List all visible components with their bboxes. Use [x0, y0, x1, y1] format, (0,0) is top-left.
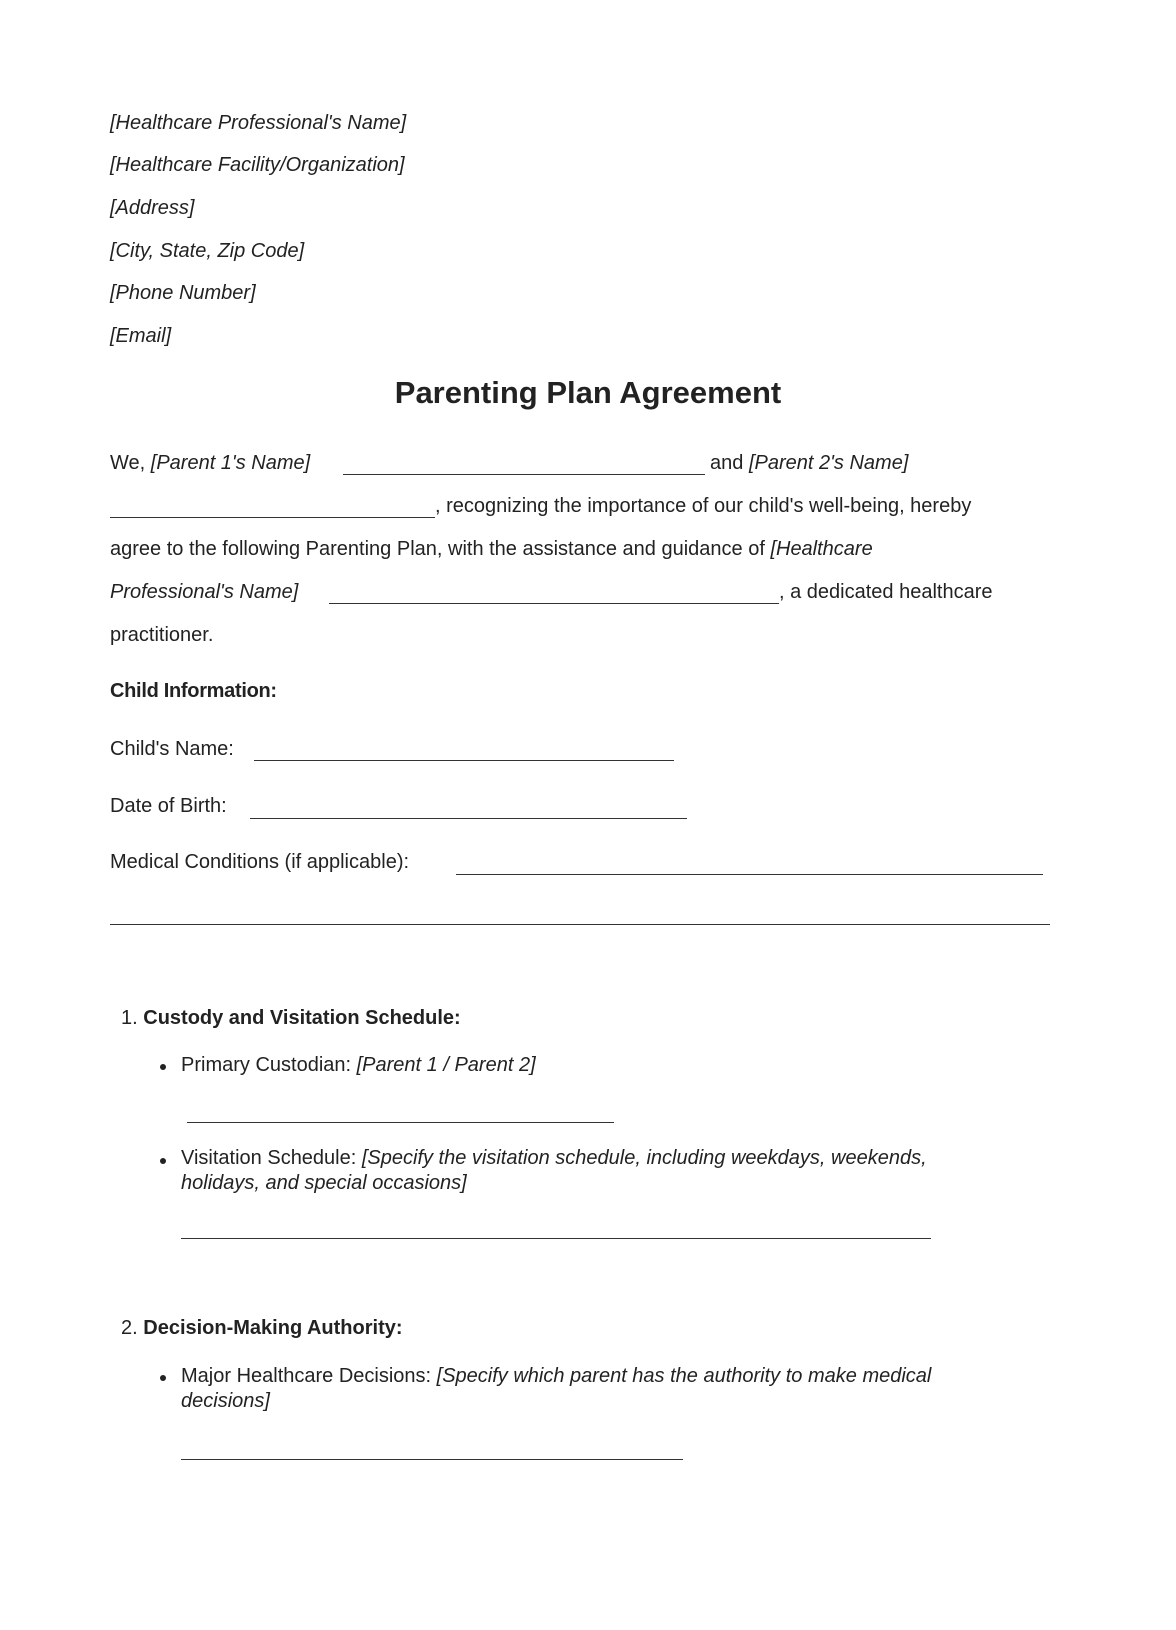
header-professional-name: [Healthcare Professional's Name]: [110, 112, 407, 134]
intro-line-5: practitioner.: [110, 624, 214, 646]
medical-conditions-label: Medical Conditions (if applicable):: [110, 851, 410, 873]
section-1-number: 1.: [121, 1007, 138, 1029]
primary-custodian-label: Primary Custodian:: [181, 1054, 357, 1076]
visitation-schedule-item: [181, 1146, 927, 1170]
healthcare-decisions-item: [181, 1364, 931, 1388]
bullet-icon: [160, 1158, 166, 1164]
bullet-icon: [160, 1064, 166, 1070]
parent2-name-field[interactable]: [110, 517, 435, 518]
page-title: Parenting Plan Agreement: [394, 375, 782, 410]
healthcare-decisions-label: Major Healthcare Decisions:: [181, 1365, 437, 1387]
intro-line-1: [110, 451, 310, 475]
primary-custodian-field[interactable]: [187, 1122, 614, 1123]
intro-line-4b: , a dedicated healthcare: [779, 581, 993, 603]
intro-line-1b: [710, 451, 908, 475]
header-city-state-zip: [City, State, Zip Code]: [110, 240, 305, 262]
header-facility: [Healthcare Facility/Organization]: [110, 154, 405, 176]
header-email: [Email]: [110, 325, 172, 347]
primary-custodian-item: [181, 1053, 536, 1077]
section-2-title: Decision-Making Authority:: [143, 1317, 403, 1339]
intro-line-3: [110, 537, 873, 561]
section-2-number: 2.: [121, 1317, 138, 1339]
intro-line-3b: [Healthcare: [770, 538, 873, 560]
visitation-schedule-placeholder-2: holidays, and special occasions]: [181, 1172, 467, 1194]
healthcare-decisions-field[interactable]: [181, 1459, 683, 1460]
professional-placeholder: Professional's Name]: [110, 581, 299, 603]
parent2-placeholder: [Parent 2's Name]: [748, 452, 909, 474]
intro-line-3a: agree to the following Parenting Plan, with the assistance and guidance of: [110, 538, 771, 560]
parent1-name-field[interactable]: [343, 474, 705, 475]
header-phone: [Phone Number]: [110, 282, 256, 304]
child-info-heading: Child Information:: [110, 680, 277, 702]
section-1-heading: [121, 1006, 461, 1030]
bullet-icon: [160, 1375, 166, 1381]
intro-we: We,: [110, 452, 151, 474]
section-2-heading: [121, 1316, 403, 1340]
medical-conditions-field-2[interactable]: [110, 924, 1050, 925]
child-name-field[interactable]: [254, 760, 674, 761]
dob-field[interactable]: [250, 818, 687, 819]
intro-and: and: [710, 452, 749, 474]
header-address: [Address]: [110, 197, 195, 219]
dob-label: Date of Birth:: [110, 795, 227, 817]
visitation-schedule-placeholder: [Specify the visitation schedule, including weekdays, weekends,: [361, 1147, 927, 1169]
healthcare-decisions-placeholder-2: decisions]: [181, 1390, 270, 1412]
parent1-placeholder: [Parent 1's Name]: [150, 452, 311, 474]
professional-name-field[interactable]: [329, 603, 779, 604]
visitation-schedule-field[interactable]: [181, 1238, 931, 1239]
primary-custodian-placeholder: [Parent 1 / Parent 2]: [356, 1054, 536, 1076]
section-1-title: Custody and Visitation Schedule:: [143, 1007, 461, 1029]
healthcare-decisions-placeholder: [Specify which parent has the authority to make medical: [436, 1365, 932, 1387]
child-name-label: Child's Name:: [110, 738, 234, 760]
intro-line-2: , recognizing the importance of our child's well-being, hereby: [435, 495, 972, 517]
visitation-schedule-label: Visitation Schedule:: [181, 1147, 362, 1169]
medical-conditions-field[interactable]: [456, 874, 1043, 875]
